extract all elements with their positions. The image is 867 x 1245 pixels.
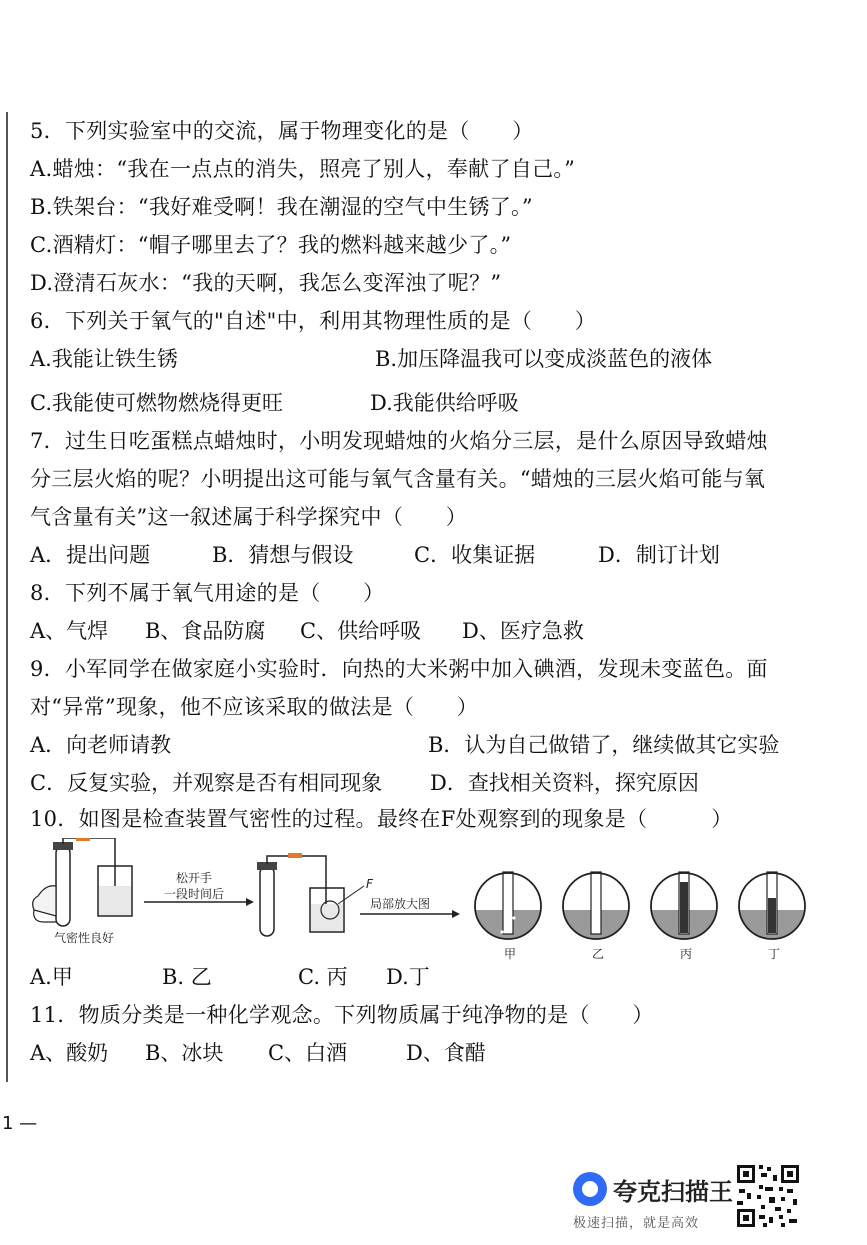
q6-option-c: C.我能使可燃物燃烧得更旺	[30, 391, 283, 415]
q11-stem: 11．物质分类是一种化学观念。下列物质属于纯净物的是（ ）	[30, 1003, 654, 1027]
arrow-magnify	[360, 896, 460, 918]
q5-stem: 5．下列实验室中的交流，属于物理变化的是（ ）	[30, 119, 534, 143]
q9-option-b: B．认为自己做错了，继续做其它实验	[428, 733, 780, 757]
q7-option-b: B．猜想与假设	[212, 543, 354, 567]
q5-option-c: C.酒精灯：“帽子哪里去了？我的燃料越来越少了。”	[30, 233, 512, 257]
brand-name: 夸克扫描王	[613, 1178, 733, 1206]
q6-option-d: D.我能供给呼吸	[370, 391, 519, 415]
apparatus-cooled	[257, 853, 374, 936]
q9-stem-line1: 9．小军同学在做家庭小实验时．向热的大米粥中加入碘酒，发现未变蓝色。面	[30, 657, 768, 681]
circle-label-bing: 丙	[680, 947, 693, 961]
circle-label-jia: 甲	[504, 947, 517, 961]
brand-slogan: 极速扫描，就是高效	[573, 1216, 700, 1231]
q10-option-a: A.甲	[30, 965, 73, 989]
q10-option-c: C. 丙	[298, 965, 348, 989]
binding-margin-line	[6, 112, 8, 1082]
q11-option-b: B、冰块	[145, 1041, 224, 1065]
q8-option-c: C、供给呼吸	[300, 619, 422, 643]
q7-option-a: A．提出问题	[30, 543, 151, 567]
q11-option-c: C、白酒	[268, 1041, 348, 1065]
arrow1-label-line1: 松开手	[176, 871, 213, 885]
arrow1-label-line2: 一段时间后	[164, 887, 225, 901]
q7-option-c: C．收集证据	[414, 543, 536, 567]
q8-stem: 8．下列不属于氧气用途的是（ ）	[30, 581, 385, 605]
arrow-after-release	[144, 870, 254, 906]
circle-label-yi: 乙	[592, 947, 605, 961]
q10-option-d: D.丁	[386, 965, 430, 989]
q9-option-c: C．反复实验，并观察是否有相同现象	[30, 771, 383, 795]
q10-option-b: B. 乙	[162, 965, 212, 989]
q8-option-b: B、食品防腐	[145, 619, 266, 643]
circle-jia	[474, 872, 542, 961]
circle-ding	[738, 872, 806, 961]
magnified-view-label: 局部放大图	[370, 897, 431, 911]
q6-option-b: B.加压降温我可以变成淡蓝色的液体	[375, 347, 713, 371]
q10-stem: 10．如图是检查装置气密性的过程。最终在F处观察到的现象是（ ）	[30, 807, 733, 831]
circle-label-ding: 丁	[768, 947, 781, 961]
q5-option-d: D.澄清石灰水：“我的天啊，我怎么变浑浊了呢？”	[30, 271, 502, 295]
qr-code-icon	[735, 1163, 801, 1229]
q9-option-d: D．查找相关资料，探究原因	[430, 771, 699, 795]
q6-option-a: A.我能让铁生锈	[30, 347, 178, 371]
page-number: 1 —	[2, 1113, 38, 1134]
quark-logo-icon	[573, 1172, 607, 1206]
q6-stem: 6．下列关于氧气的"自述"中，利用其物理性质的是（ ）	[30, 309, 597, 333]
airtightness-experiment-figure	[20, 838, 840, 968]
q5-option-b: B.铁架台：“我好难受啊！我在潮湿的空气中生锈了。”	[30, 195, 533, 219]
good-seal-label: 气密性良好	[54, 931, 115, 945]
q8-option-d: D、医疗急救	[462, 619, 584, 643]
apparatus-hand-warming	[33, 838, 132, 945]
q7-stem-line1: 7．过生日吃蛋糕点蜡烛时，小明发现蜡烛的火焰分三层，是什么原因导致蜡烛	[30, 429, 768, 453]
q11-option-a: A、酸奶	[30, 1041, 109, 1065]
q9-stem-line2: 对“异常”现象，他不应该采取的做法是（ ）	[30, 695, 479, 719]
q8-option-a: A、气焊	[30, 619, 109, 643]
q7-stem-line2: 分三层火焰的呢？小明提出这可能与氧气含量有关。“蜡烛的三层火焰可能与氧	[30, 467, 766, 491]
circle-bing	[650, 872, 718, 961]
circle-yi	[562, 872, 630, 961]
q7-stem-line3: 气含量有关”这一叙述属于科学探究中（ ）	[30, 505, 468, 529]
q7-option-d: D．制订计划	[598, 543, 720, 567]
q5-option-a: A.蜡烛：“我在一点点的消失，照亮了别人，奉献了自己。”	[30, 157, 576, 181]
q11-option-d: D、食醋	[406, 1041, 486, 1065]
point-F-label: F	[366, 877, 373, 891]
q9-option-a: A．向老师请教	[30, 733, 172, 757]
